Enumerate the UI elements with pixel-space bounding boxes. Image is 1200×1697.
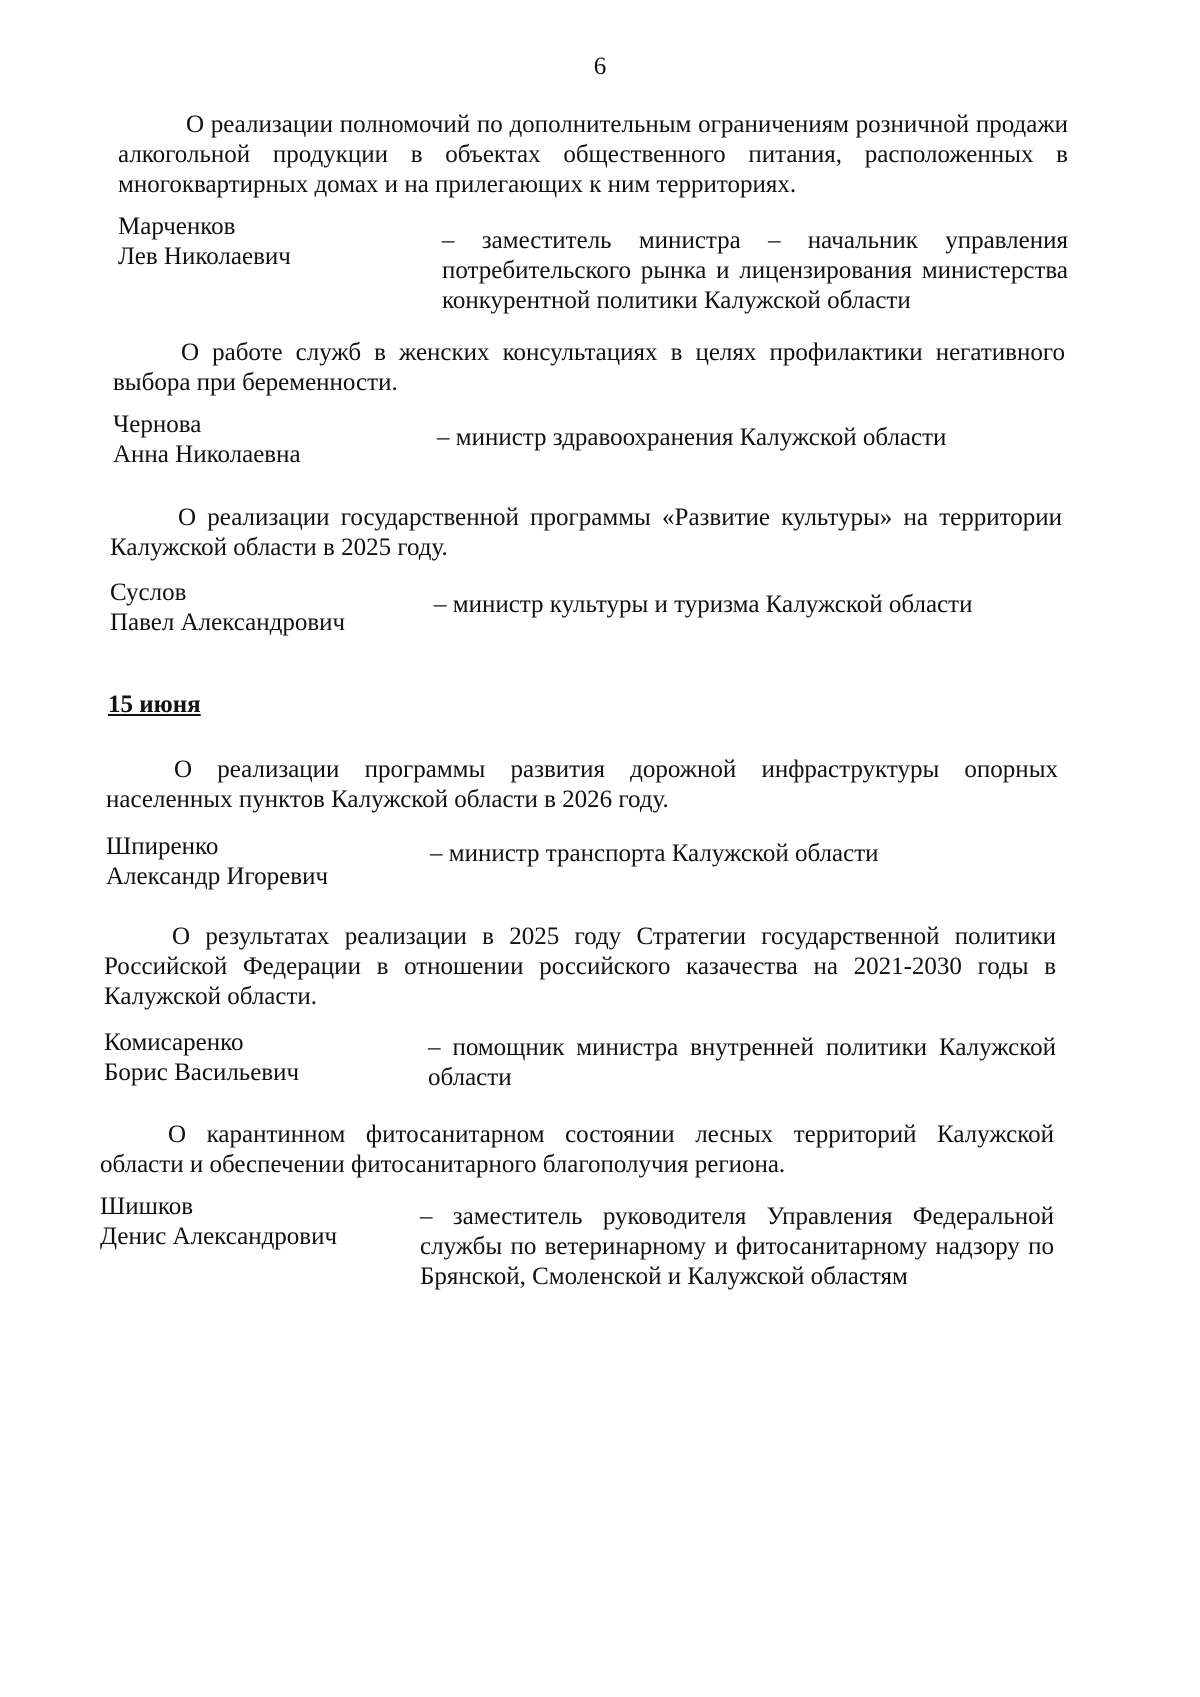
speaker-block xyxy=(118,212,1068,314)
agenda-topic: О реализации полномочий по дополнительным ограничениям розничной продажи алкогольной продукции в объектах общественного питания, расположенных в многоквартирных домах и на прилегающих к ним территориях. xyxy=(118,111,1068,198)
speaker-position: – заместитель руководителя Управления Федеральной службы по ветеринарному и фитосанитарному надзору по Брянской, Смоленской и Калужской областям xyxy=(420,1203,1054,1290)
speaker-block xyxy=(110,578,1062,640)
speaker-surname: Марченков xyxy=(118,213,236,240)
speaker-name xyxy=(110,578,430,638)
speaker-name xyxy=(113,410,433,470)
speaker-block xyxy=(106,832,1058,894)
speaker-name xyxy=(106,832,426,892)
speaker-given-names: Денис Александрович xyxy=(100,1223,338,1250)
agenda-topic: О реализации государственной программы «Развитие культуры» на территории Калужской области в 2025 году. xyxy=(110,504,1062,561)
speaker-position: – заместитель министра – начальник управления потребительского рынка и лицензирования министерства конкурентной политики Калужской области xyxy=(442,227,1068,314)
speaker-surname: Чернова xyxy=(113,411,202,438)
speaker-given-names: Анна Николаевна xyxy=(113,441,301,468)
speaker-block xyxy=(104,1028,1056,1090)
page-number: 6 xyxy=(593,53,607,80)
speaker-surname: Шишков xyxy=(100,1193,194,1220)
speaker-name xyxy=(118,212,438,272)
date-heading: 15 июня xyxy=(108,691,201,718)
speaker-surname: Комисаренко xyxy=(104,1029,244,1056)
speaker-given-names: Лев Николаевич xyxy=(118,243,291,270)
agenda-topic: О карантинном фитосанитарном состоянии лесных территорий Калужской области и обеспечении фитосанитарного благополучия региона. xyxy=(100,1121,1054,1178)
speaker-name xyxy=(100,1192,420,1252)
speaker-block xyxy=(113,410,1065,472)
agenda-topic: О работе служб в женских консультациях в целях профилактики негативного выбора при беременности. xyxy=(113,339,1065,396)
speaker-given-names: Борис Васильевич xyxy=(104,1059,300,1086)
agenda-topic: О реализации программы развития дорожной инфраструктуры опорных населенных пунктов Калужской области в 2026 году. xyxy=(106,756,1058,813)
agenda-topic: О результатах реализации в 2025 году Стратегии государственной политики Российской Федерации в отношении российского казачества на 2021-2030 годы в Калужской области. xyxy=(104,923,1056,1010)
speaker-given-names: Павел Александрович xyxy=(110,609,346,636)
speaker-name xyxy=(104,1028,424,1088)
speaker-surname: Шпиренко xyxy=(106,833,219,860)
speaker-block xyxy=(100,1192,1054,1290)
speaker-position: – министр культуры и туризма Калужской области xyxy=(434,591,973,618)
speaker-position: – помощник министра внутренней политики Калужской области xyxy=(428,1034,1056,1091)
speaker-surname: Суслов xyxy=(110,579,187,606)
speaker-position: – министр здравоохранения Калужской области xyxy=(437,424,947,451)
speaker-position: – министр транспорта Калужской области xyxy=(430,840,879,867)
speaker-given-names: Александр Игоревич xyxy=(106,863,329,890)
